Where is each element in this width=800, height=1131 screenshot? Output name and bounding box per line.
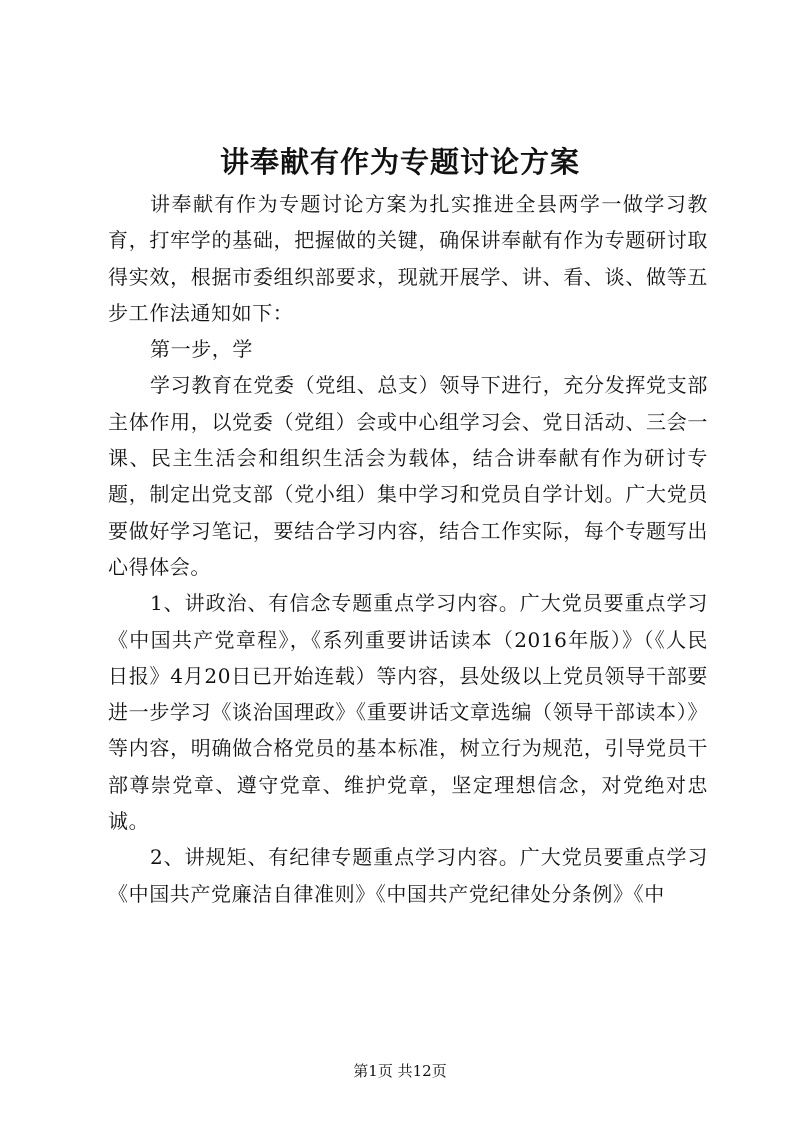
paragraph-topic-discipline: 2、讲规矩、有纪律专题重点学习内容。广大党员要重点学习《中国共产党廉洁自律准则》《中国共产党纪律处分条例》《中 bbox=[108, 845, 708, 906]
document-body bbox=[108, 186, 708, 912]
paragraph-topic-politics: 1、讲政治、有信念专题重点学习内容。广大党员要重点学习《中国共产党章程》，《系列重要讲话读本（2016年版）》（《人民日报》4月20日已开始连载）等内容，县处级以上党员领导干部要进一步学习《谈治国理政》《重要讲话文章选编（领导干部读本）》等内容，明确做合格党员的基本标准，树立行为规范，引导党员干部尊崇党章、遵守党章、维护党章，坚定理想信念，对党绝对忠诚。 bbox=[108, 591, 708, 834]
page-number-footer: 第1页 共12页 bbox=[353, 1062, 447, 1080]
paragraph-study-plan: 学习教育在党委（党组、总支）领导下进行，充分发挥党支部主体作用，以党委（党组）会或中心组学习会、党日活动、三会一课、民主生活会和组织生活会为载体，结合讲奉献有作为研讨专题，制定出党支部（党小组）集中学习和党员自学计划。广大党员要做好学习笔记，要结合学习内容，结合工作实际，每个专题写出心得体会。 bbox=[108, 373, 708, 579]
paragraph-step-one-heading: 第一步，学 bbox=[150, 337, 253, 362]
document-title: 讲奉献有作为专题讨论方案 bbox=[219, 145, 580, 179]
paragraph-intro: 讲奉献有作为专题讨论方案为扎实推进全县两学一做学习教育，打牢学的基础，把握做的关键，确保讲奉献有作为专题研讨取得实效，根据市委组织部要求，现就开展学、讲、看、谈、做等五步工作法通知如下： bbox=[108, 192, 708, 325]
